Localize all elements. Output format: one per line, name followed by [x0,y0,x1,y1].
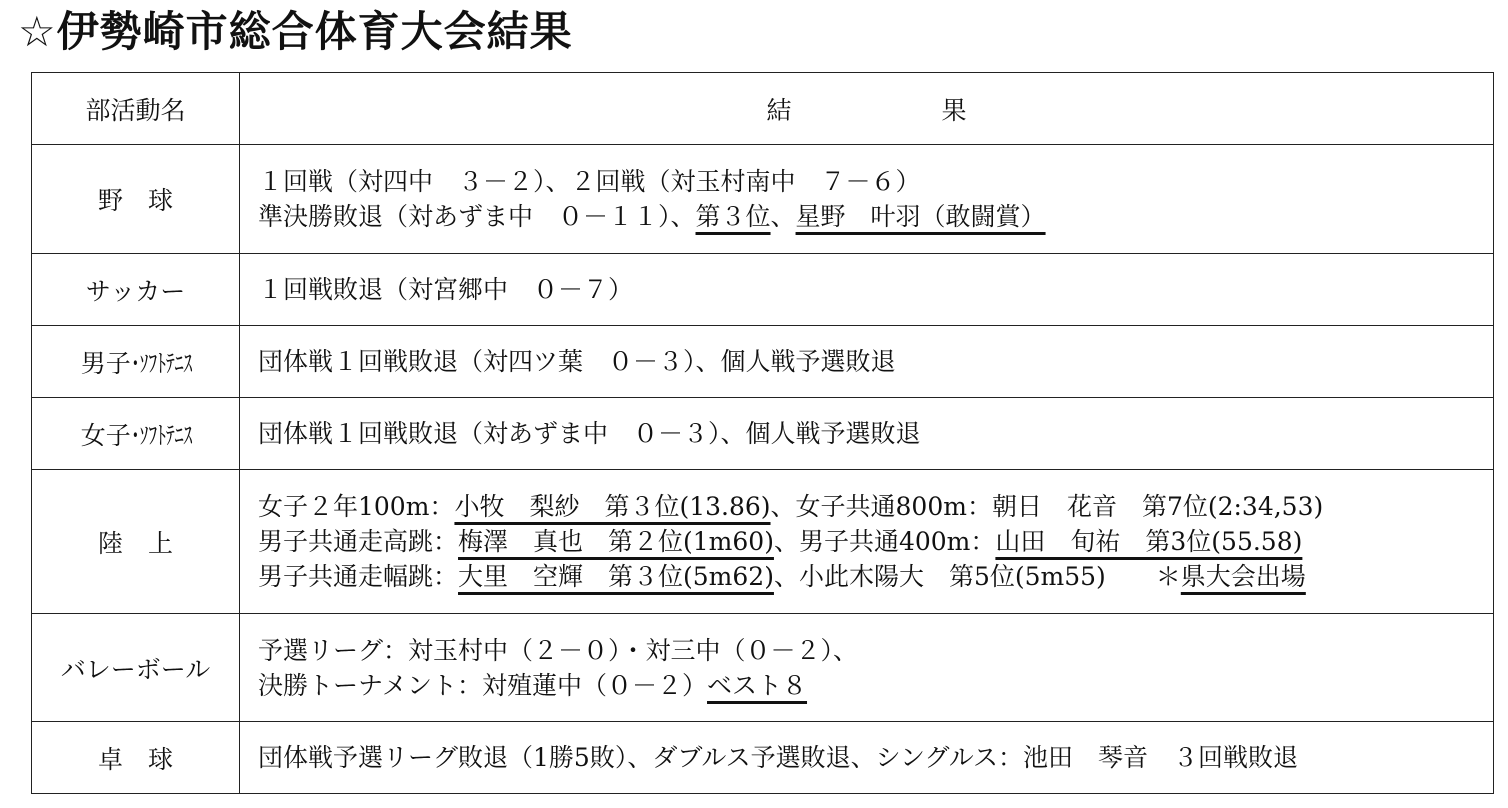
result-line [258,740,1487,775]
result-text: 女子２年100m： [258,492,455,521]
result-line [258,416,1487,451]
result-text: 団体戦１回戦敗退（対四ツ葉 ０－３）、個人戦予選敗退 [258,347,896,376]
table-row [32,326,1494,398]
highlighted-result: 小牧 梨紗 第３位(13.86) [454,492,771,521]
header-row [32,73,1494,145]
result-text: 決勝トーナメント：対殖蓮中（０－２） [258,670,708,700]
highlighted-result: 星野 叶羽（敢闘賞） [795,202,1046,231]
result-text: 、小此木陽大 第5位(5m55) ＊ [773,562,1181,591]
result-line [258,633,1487,668]
result-text: １回戦敗退（対宮郷中 ０－７） [258,275,634,304]
result-cell [240,722,1494,794]
result-line [258,199,1487,234]
highlighted-result: 大里 空輝 第３位(5m62) [458,562,774,591]
club-name: 陸 上 [32,470,240,614]
table-row [32,398,1494,470]
club-column-header: 部活動名 [32,73,240,145]
result-text: 団体戦１回戦敗退（対あずま中 ０－３）、個人戦予選敗退 [258,419,921,448]
result-line [258,668,1487,703]
result-line [258,272,1487,307]
result-cell [240,614,1494,722]
result-cell [240,470,1494,614]
results-table [31,72,1494,794]
result-line [258,524,1487,559]
result-column-header: 結 果 [240,73,1494,145]
result-text: 予選リーグ：対玉村中（２－０）・対三中（０－２）、 [258,635,859,665]
result-line [258,344,1487,379]
result-text: 男子共通走幅跳： [258,562,459,591]
result-line [258,489,1487,524]
result-cell [240,326,1494,398]
highlighted-result: 山田 旬祐 第3位(55.58) [995,527,1303,556]
result-cell [240,254,1494,326]
club-name: サッカー [32,254,240,326]
club-name-suffix: ･ｿﾌﾄﾃﾆｽ [130,348,193,378]
highlighted-result: 梅澤 真也 第２位(1m60) [458,527,774,556]
highlighted-result: 第３位 [695,202,771,231]
highlighted-result: ベスト８ [707,670,808,700]
club-name-prefix: 女子 [80,420,131,450]
result-text: 団体戦予選リーグ敗退（1勝5敗）、ダブルス予選敗退、シングルス：池田 琴音 ３回戦敗退 [258,743,1298,772]
page-title: ☆伊勢崎市総合体育大会結果 [18,7,573,56]
club-name [32,326,240,398]
result-text: １回戦（対四中 ３－２）、２回戦（対玉村南中 ７－６） [258,167,921,196]
club-name-prefix: 男子 [80,348,131,378]
highlighted-result: 県大会出場 [1180,562,1306,591]
table-row [32,470,1494,614]
result-line [258,164,1487,199]
table-row [32,145,1494,254]
result-cell [240,398,1494,470]
club-name: 卓 球 [32,722,240,794]
result-text: 、女子共通800m：朝日 花音 第7位(2:34,53) [770,492,1324,521]
club-name: 野 球 [32,145,240,254]
table-row [32,614,1494,722]
club-name-suffix: ･ｿﾌﾄﾃﾆｽ [130,420,193,450]
result-text: 、 [770,202,796,231]
club-name [32,398,240,470]
result-text: 準決勝敗退（対あずま中 ０－１１）、 [258,202,696,231]
result-text: 、男子共通400m： [773,527,996,556]
result-cell [240,145,1494,254]
club-name: バレーボール [32,614,240,722]
result-text: 男子共通走高跳： [258,527,459,556]
table-row [32,254,1494,326]
table-row [32,722,1494,794]
result-line [258,559,1487,594]
